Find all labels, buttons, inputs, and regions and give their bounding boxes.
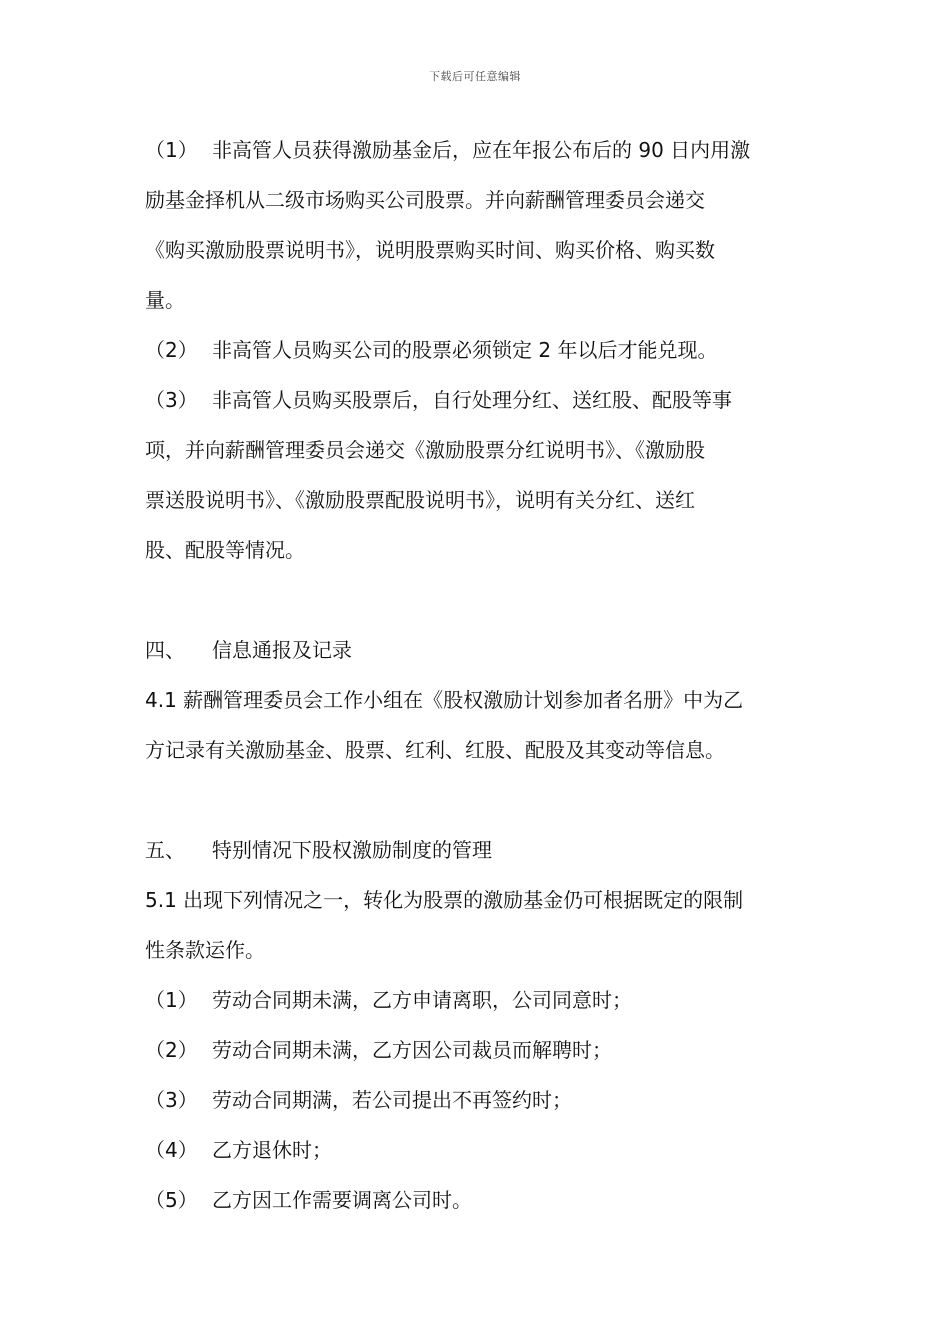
page-header-note: 下载后可任意编辑 [429, 70, 521, 83]
line-text: 劳动合同期满，若公司提出不再签约时； [212, 1088, 572, 1112]
line-text: 股、配股等情况。 [145, 538, 305, 562]
paragraph-line [145, 1175, 810, 1225]
line-text: 性条款运作。 [145, 938, 265, 962]
paragraph-line [145, 525, 810, 575]
line-text: 非高管人员购买公司的股票必须锁定 2 年以后才能兑现。 [212, 338, 718, 362]
line-text: 票送股说明书》、《激励股票配股说明书》，说明有关分红、送红 [145, 488, 695, 512]
paragraph-line [145, 125, 810, 175]
list-number: （2） [145, 338, 198, 362]
list-number: （1） [145, 988, 198, 1012]
document-body [145, 125, 810, 1225]
line-text: 方记录有关激励基金、股票、红利、红股、配股及其变动等信息。 [145, 738, 725, 762]
blank-line [145, 575, 810, 625]
section-heading [145, 825, 810, 875]
paragraph-line [145, 425, 810, 475]
paragraph-line [145, 675, 810, 725]
section-number: 五、 [145, 838, 185, 862]
line-text: 劳动合同期未满，乙方因公司裁员而解聘时； [212, 1038, 612, 1062]
line-text: 项，并向薪酬管理委员会递交《激励股票分红说明书》、《激励股 [145, 438, 705, 462]
section-number: 四、 [145, 638, 185, 662]
list-number: （2） [145, 1038, 198, 1062]
section-title: 信息通报及记录 [212, 638, 352, 662]
list-number: （3） [145, 1088, 198, 1112]
line-text: 量。 [145, 288, 185, 312]
blank-line [145, 775, 810, 825]
paragraph-line [145, 1075, 810, 1125]
line-text: 5.1 出现下列情况之一，转化为股票的激励基金仍可根据既定的限制 [145, 888, 744, 912]
section-heading [145, 625, 810, 675]
paragraph-line [145, 925, 810, 975]
line-text: 《购买激励股票说明书》，说明股票购买时间、购买价格、购买数 [145, 238, 715, 262]
paragraph-line [145, 1125, 810, 1175]
list-number: （1） [145, 138, 198, 162]
paragraph-line [145, 225, 810, 275]
line-text: 4.1 薪酬管理委员会工作小组在《股权激励计划参加者名册》中为乙 [145, 688, 744, 712]
list-number: （3） [145, 388, 198, 412]
section-title: 特别情况下股权激励制度的管理 [212, 838, 492, 862]
paragraph-line [145, 1025, 810, 1075]
line-text: 非高管人员购买股票后，自行处理分红、送红股、配股等事 [212, 388, 732, 412]
list-number: （4） [145, 1138, 198, 1162]
line-text: 非高管人员获得激励基金后，应在年报公布后的 90 日内用激 [212, 138, 751, 162]
paragraph-line [145, 875, 810, 925]
paragraph-line [145, 325, 810, 375]
paragraph-line [145, 275, 810, 325]
paragraph-line [145, 175, 810, 225]
paragraph-line [145, 375, 810, 425]
paragraph-line [145, 475, 810, 525]
line-text: 励基金择机从二级市场购买公司股票。并向薪酬管理委员会递交 [145, 188, 705, 212]
line-text: 乙方退休时； [212, 1138, 332, 1162]
paragraph-line [145, 725, 810, 775]
paragraph-line [145, 975, 810, 1025]
line-text: 乙方因工作需要调离公司时。 [212, 1188, 472, 1212]
line-text: 劳动合同期未满，乙方申请离职，公司同意时； [212, 988, 632, 1012]
list-number: （5） [145, 1188, 198, 1212]
